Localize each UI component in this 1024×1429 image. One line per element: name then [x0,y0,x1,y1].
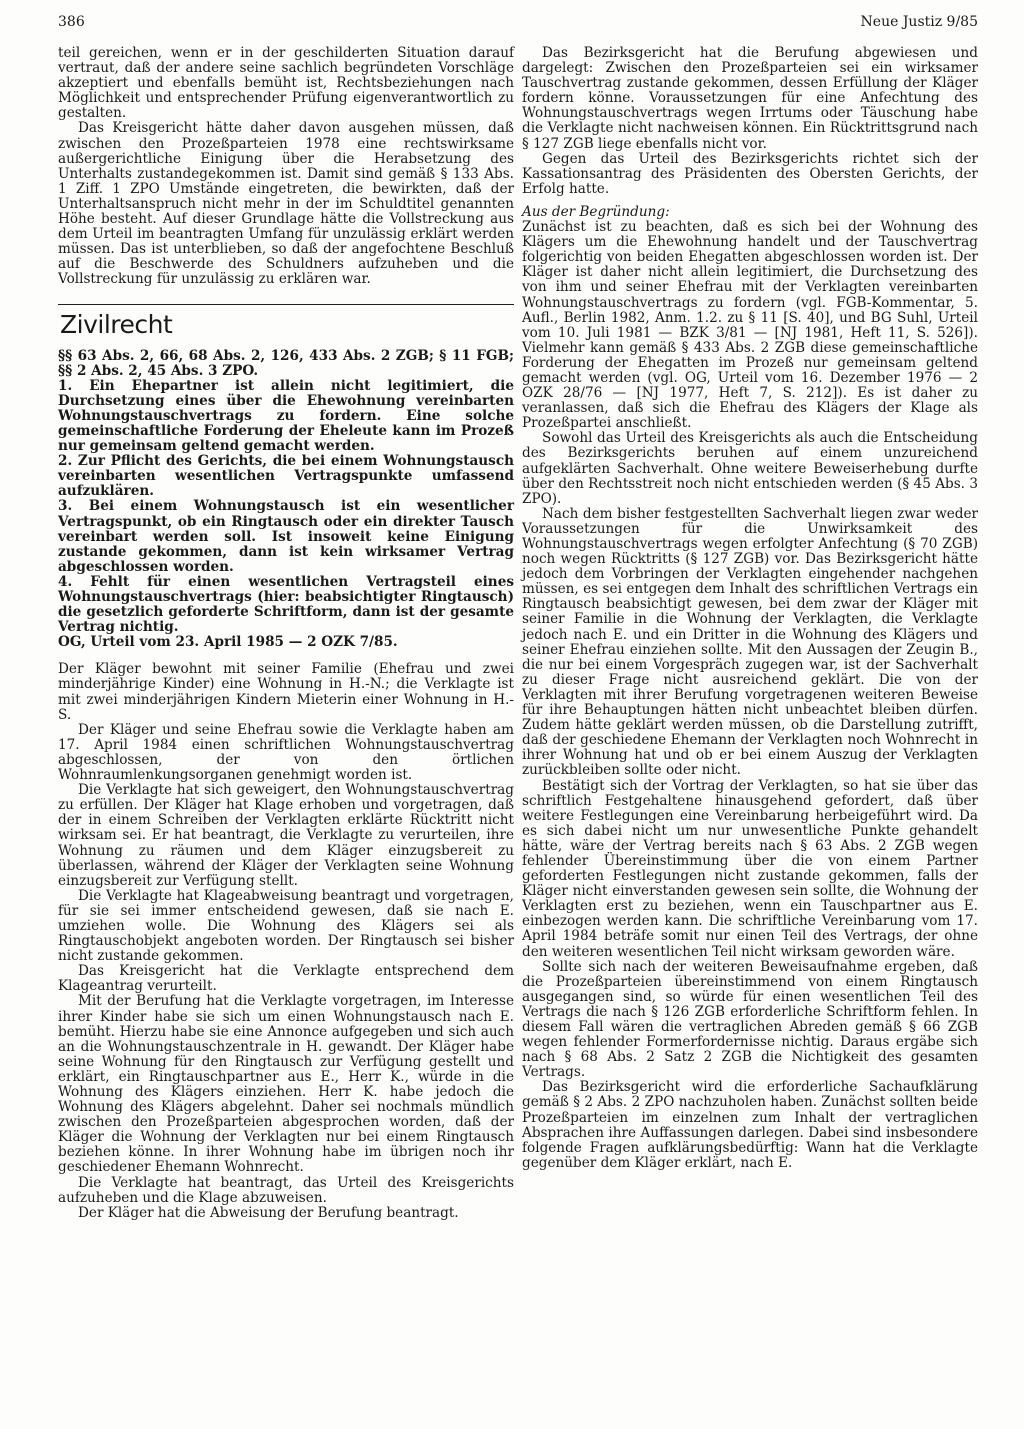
section-title: Zivilrecht [60,309,173,339]
paragraph: Die Verklagte hat Klageabweisung beantragt und vorgetragen, für sie sei immer entscheidend gewesen, daß sie nach E. umziehen wolle. Die Wohnung des Klägers sei als Ringtauschobjekt angeboten worden. Der Ringtausch sei bisher nicht zustande gekommen. [58,887,514,965]
paragraph: teil gereichen, wenn er in der geschilderten Situation darauf vertraut, daß der andere seine sachlich begründeten Vorschläge akzeptiert und ebenfalls bemüht ist, Rechtsbeziehungen nach Möglichkeit und entsprechender Prüfung eigenverantwortlich zu gestalten. [58,45,514,122]
paragraph: Bestätigt sich der Vortrag der Verklagten, so hat sie über das schriftlich Festgehaltene hinausgehend gefordert, daß über weitere Festlegungen eine Vereinbarung herbeigeführt wird. Da es sich dabei nicht um nur unwesentliche Punkte gehandelt hätte, wäre der Vertrag bereits nach § 63 Abs. 2 ZGB wegen fehlender Übereinstimmung über die von einem Partner geforderten Festlegungen nicht zustande gekommen, falls der Kläger nicht einverstanden gewesen sein sollte, die Wohnung der Verklagten erst zu beziehen, wenn ein Tauschpartner aus E. einbezogen werden kann. Die schriftliche Vereinbarung vom 17. April 1984 beträfe somit nur einen Teil des Vertrags, der ohne den weiteren wesentlichen Teil nicht wirksam geworden wäre. [522,777,978,960]
norm-references: §§ 63 Abs. 2, 66, 68 Abs. 2, 126, 433 Abs. 2 ZGB; § 11 FGB; §§ 2 Abs. 2, 45 Abs. 3 ZPO. [58,347,514,379]
page-number: 386 [58,14,85,30]
case-citation: OG, Urteil vom 23. April 1985 — 2 OZK 7/85. [58,634,398,651]
paragraph: Nach dem bisher festgestellten Sachverhalt liegen zwar weder Voraussetzungen für die Unwirksamkeit des Wohnungstauschvertrags wegen erfolgter Anfechtung (§ 70 ZGB) noch wegen Rücktritts (§ 127 ZGB) vor. Das Bezirksgericht hätte jedoch dem Vorbringen der Verklagten eingehender nachgehen müssen, es sei entgegen dem Inhalt des schriftlichen Vertrags ein Ringtausch beabsichtigt gewesen, bei dem zwar der Kläger mit seiner Familie in die Wohnung der Verklagten, die Verklagte jedoch nach E. und ein Dritter in die Wohnung des Klägers und seiner Ehefrau einziehen sollte. Mit den Aussagen der Zeugin B., die nur bei einem Vorgespräch zugegen war, ist der Sachverhalt zu dieser Frage nicht ausreichend geklärt. Die von der Verklagten mit ihrer Berufung vorgetragenen weiteren Beweise für ihre Behauptungen hätten nicht unbeachtet bleiben dürfen. Zudem hätte geklärt werden müssen, ob die Darstellung zutrifft, daß der geschiedene Ehemann der Verklagten noch Wohnrecht in ihrer Wohnung hat und ob er bei einem Auszug der Verklagten zurückbleiben sollte oder nicht. [522,505,978,779]
paragraph: Gegen das Urteil des Bezirksgerichts richtet sich der Kassationsantrag des Präsidenten des Obersten Gerichts, der Erfolg hatte. [522,150,978,197]
left-column [58,46,514,1221]
reasons-heading: Aus der Begründung: [522,203,670,220]
paragraph: Das Bezirksgericht hat die Berufung abgewiesen und dargelegt: Zwischen den Prozeßparteien sei ein wirksamer Tauschvertrag zustande gekommen, dessen Erfüllung der Kläger fordern könne. Voraussetzungen für eine Anfechtung des Wohnungstauschvertrags wegen Irrtums oder Täuschung habe die Verklagte nicht nachweisen können. Ein Rücktrittsgrund nach § 127 ZGB liege ebenfalls nicht vor. [522,45,978,152]
paragraph: Das Kreisgericht hat die Verklagte entsprechend dem Klageantrag verurteilt. [58,963,514,995]
headnote: 4. Fehlt für einen wesentlichen Vertragsteil eines Wohnungstauschvertrags (hier: beabsichtigter Ringtausch) die gesetzlich geforderte Schriftform, dann ist der gesamte Vertrag nichtig. [58,573,514,636]
paragraph: Der Kläger und seine Ehefrau sowie die Verklagte haben am 17. April 1984 einen schriftlichen Wohnungstauschvertrag abgeschlossen, der von den örtlichen Wohnraumlenkungsorganen genehmigt worden ist. [58,721,514,784]
paragraph: Das Bezirksgericht wird die erforderliche Sachaufklärung gemäß § 2 Abs. 2 ZPO nachzuholen haben. Zunächst sollten beide Prozeßparteien im einzelnen zum Inhalt der vertraglichen Absprachen ihre Auffassungen darlegen. Dabei sind insbesondere folgende Fragen aufklärungsbedürftig: Wann hat die Verklagte gegenüber dem Kläger erklärt, nach E. [522,1079,978,1171]
paragraph: Sowohl das Urteil des Kreisgerichts als auch die Entscheidung des Bezirksgerichts beruhen auf einem unzureichend aufgeklärten Sachverhalt. Ohne weitere Beweiserhebung durfte über den Rechtsstreit noch nicht entschieden werden (§ 45 Abs. 3 ZPO). [522,430,978,507]
paragraph: Zunächst ist zu beachten, daß es sich bei der Wohnung des Klägers um die Ehewohnung handelt und der Tauschvertrag folgerichtig von beiden Ehegatten abgeschlossen worden ist. Der Kläger ist daher nicht allein legitimiert, die Durchsetzung des von ihm und seiner Ehefrau mit der Verklagten vereinbarten Wohnungstauschvertrags zu fordern (vgl. FGB-Kommentar, 5. Aufl., Berlin 1982, Anm. 1.2. zu § 11 [S. 40], und BG Suhl, Urteil vom 10. Juli 1981 — BZK 3/81 — [NJ 1981, Heft 11, S. 526]). Vielmehr kann gemäß § 433 Abs. 2 ZGB diese gemeinschaftliche Forderung der Ehegatten im Prozeß nur gemeinsam geltend gemacht werden (vgl. OG, Urteil vom 16. Dezember 1976 — 2 OZK 28/76 — [NJ 1977, Heft 7, S. 212]). Es ist daher zu veranlassen, daß sich die Ehefrau des Klägers der Klage als Prozeßpartei anschließt. [522,219,978,432]
paragraph: Das Kreisgericht hätte daher davon ausgehen müssen, daß zwischen den Prozeßparteien 1978 eine rechtswirksame außergerichtliche Einigung über die Herabsetzung des Unterhalts zustandegekommen ist. Damit sind gemäß § 133 Abs. 1 Ziff. 1 ZPO Umstände eingetreten, die bewirkten, daß der Unterhaltsanspruch nicht mehr in der im Schuldtitel genannten Höhe besteht. Auf dieser Grundlage hätte die Vollstreckung aus dem Urteil im beantragten Umfang für unzulässig erklärt werden müssen. Das ist unterblieben, so daß der angefochtene Beschluß auf die Beschwerde des Schuldners aufzuheben und die Vollstreckung für unzulässig zu erklären war. [58,120,514,288]
paragraph: Mit der Berufung hat die Verklagte vorgetragen, im Interesse ihrer Kinder habe sie sich um einen Wohnungstausch nach E. bemüht. Hierzu habe sie eine Annonce aufgegeben und sich auch an die Wohnungstauschzentrale in H. gewandt. Der Kläger habe seine Wohnung für den Ringtausch zur Verfügung gestellt und erklärt, ein Ringtauschpartner aus E., Herr K., würde in die Wohnung des Klägers einziehen. Herr K. habe jedoch die Wohnung des Klägers abgelehnt. Daher sei nochmals mündlich zwischen den Prozeßparteien abgesprochen worden, daß der Kläger die Wohnung der Verklagten nur bei einem Ringtausch beziehen könne. In ihrer Wohnung habe im übrigen noch ihr geschiedener Ehemann Wohnrecht. [58,993,514,1176]
journal-issue: Neue Justiz 9/85 [860,14,978,30]
headnote: 1. Ein Ehepartner ist allein nicht legitimiert, die Durchsetzung eines über die Ehewohnung vereinbarten Wohnungstauschvertrags zu fordern. Eine solche gemeinschaftliche Forderung der Eheleute kann im Prozeß nur gemeinsam geltend gemacht werden. [58,377,514,455]
paragraph: Der Kläger hat die Abweisung der Berufung beantragt. [78,1204,459,1221]
section-divider [58,304,514,305]
paragraph: Der Kläger bewohnt mit seiner Familie (Ehefrau und zwei minderjährige Kinder) eine Wohnung in H.-N.; die Verklagte ist mit zwei minderjährigen Kindern Mieterin einer Wohnung in H.-S. [58,661,514,723]
right-column [522,46,978,1171]
paragraph: Die Verklagte hat beantragt, das Urteil des Kreisgerichts aufzuheben und die Klage abzuweisen. [58,1174,514,1206]
paragraph: Die Verklagte hat sich geweigert, den Wohnungstauschvertrag zu erfüllen. Der Kläger hat Klage erhoben und vorgetragen, daß der in einem Schreiben der Verklagten erklärte Rücktritt nicht wirksam sei. Er hat beantragt, die Verklagte zu verurteilen, ihre Wohnung zu räumen und dem Kläger einzugsbereit zu überlassen, während der Kläger der Verklagten seine Wohnung einzugsbereit zur Verfügung stellt. [58,782,514,889]
headnote: 3. Bei einem Wohnungstausch ist ein wesentlicher Vertragspunkt, ob ein Ringtausch oder ein direkter Tausch vereinbart werden soll. Ist insoweit keine Einigung zustande gekommen, dann ist kein wirksamer Vertrag abgeschlossen worden. [58,498,514,575]
headnotes [58,349,514,651]
paragraph: Sollte sich nach der weiteren Beweisaufnahme ergeben, daß die Prozeßparteien übereinstimmend von einem Ringtausch ausgegangen sind, so würde für einen wesentlichen Teil des Vertrags die nach § 126 ZGB erforderliche Schriftform fehlen. In diesem Fall wären die vertraglichen Abreden gemäß § 66 ZGB wegen fehlender Formerfordernisse nichtig. Daraus ergäbe sich nach § 68 Abs. 2 Satz 2 ZGB die Nichtigkeit des gesamten Vertrags. [522,958,978,1081]
page-header [58,14,978,38]
headnote: 2. Zur Pflicht des Gerichts, die bei einem Wohnungstausch vereinbarten wesentlichen Vertragspunkte umfassend aufzuklären. [58,453,514,500]
